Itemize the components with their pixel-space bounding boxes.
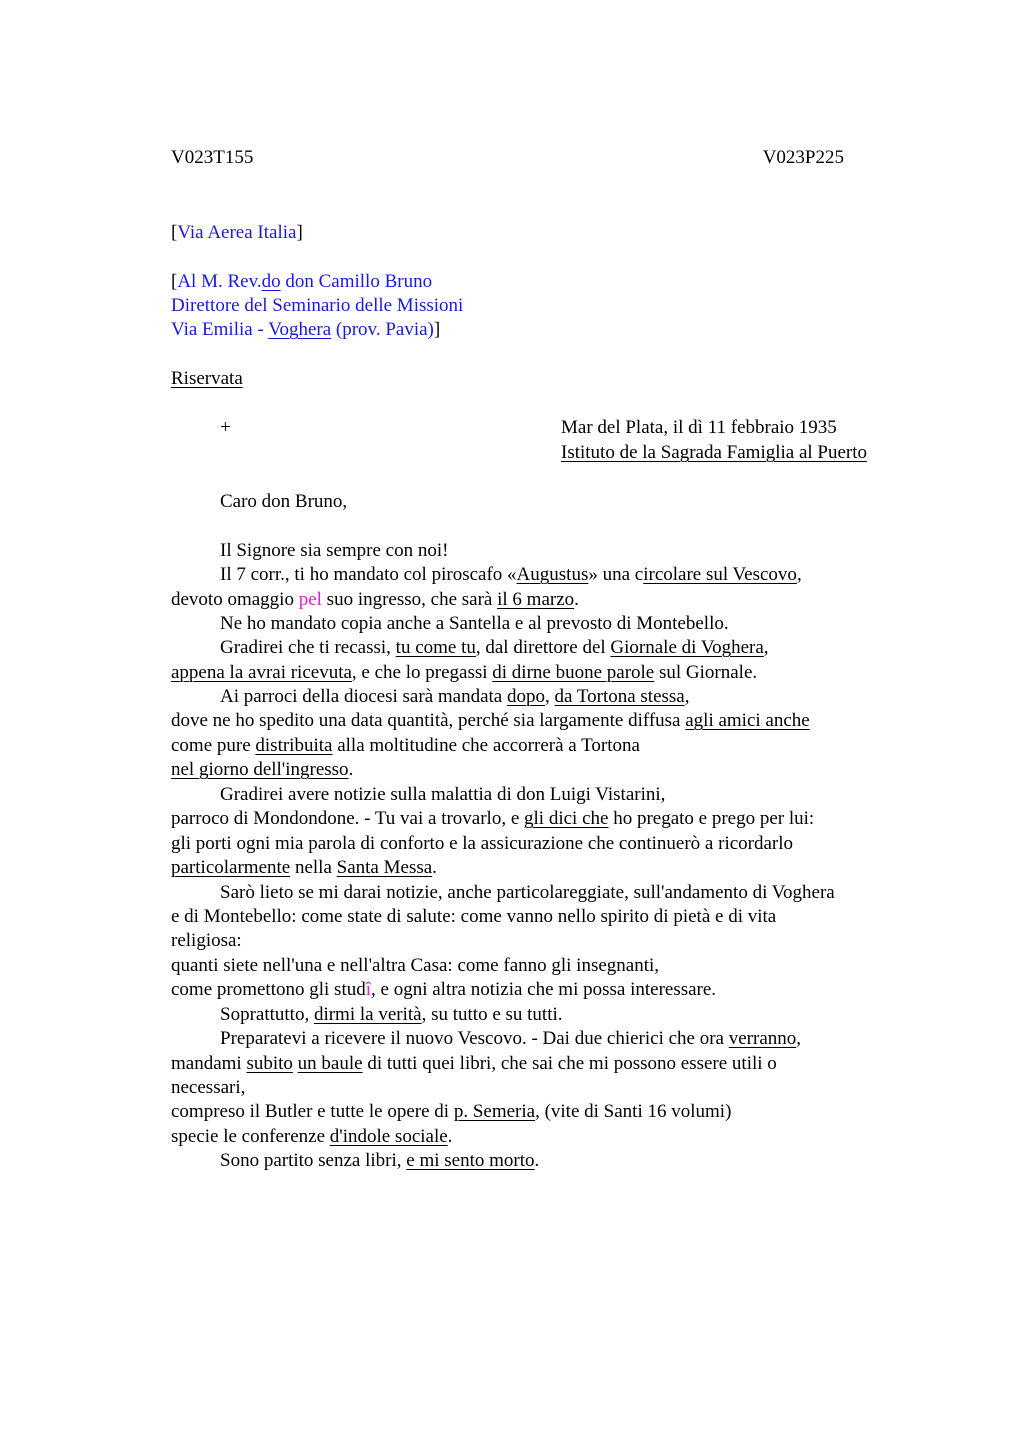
body-line-4: Ne ho mandato copia anche a Santella e al prevosto di Montebello. (220, 613, 729, 634)
body-line-11: Gradirei avere notizie sulla malattia di don Luigi Vistarini, (220, 784, 666, 805)
body-line-12: parroco di Mondondone. - Tu vai a trovarlo, e gli dici che ho pregato e prego per lui: (171, 808, 815, 829)
institute-line: Istituto de la Sagrada Famiglia al Puerto (561, 442, 868, 463)
body-line-14: particolarmente nella Santa Messa. (171, 857, 437, 878)
document-code-left: V023T155 (171, 147, 254, 168)
address-city: Voghera (268, 319, 332, 340)
cross-mark: + (220, 417, 231, 438)
body-line-7: Ai parroci della diocesi sarà mandata dopo, da Tortona stessa, (220, 686, 690, 707)
address-street-line: Via Emilia - Voghera (prov. Pavia)] (171, 319, 441, 340)
recipient-title: Direttore del Seminario delle Missioni (171, 295, 464, 316)
body-line-23: necessari, (171, 1077, 246, 1098)
body-line-1: Il Signore sia sempre con noi! (220, 540, 449, 561)
body-line-2: Il 7 corr., ti ho mandato col piroscafo «Augustus» una circolare sul Vescovo, (220, 564, 802, 585)
body-line-22: mandami subito un baule di tutti quei libri, che sai che mi possono essere utili o (171, 1053, 777, 1074)
date-line: Mar del Plata, il dì 11 febbraio 1935 (561, 417, 837, 438)
recipient-name: don Camillo Bruno (280, 271, 433, 292)
via-aerea-text: Via Aerea Italia (177, 222, 297, 243)
address-street: Via Emilia - (171, 319, 269, 340)
address-province: (prov. Pavia) (331, 319, 434, 340)
body-line-25: specie le conferenze d'indole sociale. (171, 1126, 453, 1147)
body-line-26: Sono partito senza libri, e mi sento morto. (220, 1150, 540, 1171)
body-line-15: Sarò lieto se mi darai notizie, anche particolareggiate, sull'andamento di Voghera (220, 882, 835, 903)
body-line-8: dove ne ho spedito una data quantità, perché sia largamente diffusa agli amici anche (171, 710, 810, 731)
body-line-20: Soprattutto, dirmi la verità, su tutto e su tutti. (220, 1004, 563, 1025)
riservata-label: Riservata (171, 368, 243, 389)
document-code-right: V023P225 (762, 147, 844, 168)
via-aerea-line: [Via Aerea Italia] (171, 222, 303, 243)
body-line-17: religiosa: (171, 930, 242, 951)
body-line-9: come pure distribuita alla moltitudine che accorrerà a Tortona (171, 735, 640, 756)
body-line-24: compreso il Butler e tutte le opere di p. Semeria, (vite di Santi 16 volumi) (171, 1101, 732, 1122)
body-line-16: e di Montebello: come state di salute: come vanno nello spirito di pietà e di vita (171, 906, 777, 927)
recipient-prefix: Al M. Rev. (177, 271, 262, 292)
body-line-18: quanti siete nell'una e nell'altra Casa: come fanno gli insegnanti, (171, 955, 660, 976)
salutation: Caro don Bruno, (220, 491, 348, 512)
body-line-13: gli porti ogni mia parola di conforto e la assicurazione che continuerò a ricordarlo (171, 833, 794, 854)
body-line-6: appena la avrai ricevuta, e che lo pregassi di dirne buone parole sul Giornale. (171, 662, 758, 683)
body-line-19: come promettono gli studî, e ogni altra notizia che mi possa interessare. (171, 979, 717, 1000)
recipient-do: do (261, 271, 281, 292)
body-line-10: nel giorno dell'ingresso. (171, 759, 354, 780)
body-line-3: devoto omaggio pel suo ingresso, che sarà il 6 marzo. (171, 589, 579, 610)
body-line-5: Gradirei che ti recassi, tu come tu, dal direttore del Giornale di Voghera, (220, 637, 769, 658)
recipient-line: [Al M. Rev.do don Camillo Bruno (171, 271, 433, 292)
body-line-21: Preparatevi a ricevere il nuovo Vescovo. - Dai due chierici che ora verranno, (220, 1028, 802, 1049)
